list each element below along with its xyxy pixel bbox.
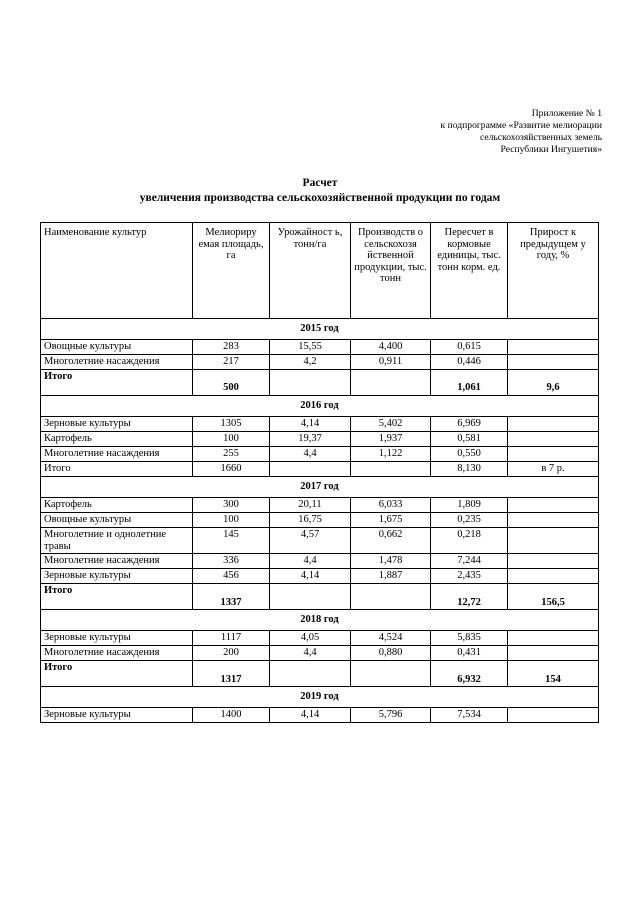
- table-row: [41, 708, 599, 723]
- appendix-line: к подпрограмме «Развитие мелиорации: [440, 120, 602, 131]
- growth-cell: [508, 528, 599, 554]
- year-label: 2019 год: [41, 687, 599, 708]
- yield-cell: 4,14: [270, 569, 351, 584]
- growth-cell: [508, 513, 599, 528]
- year-row: [41, 477, 599, 498]
- table-row: [41, 528, 599, 554]
- yield-cell: [270, 462, 351, 477]
- feed-units-cell: 0,235: [431, 513, 508, 528]
- table-row: [41, 513, 599, 528]
- year-label: 2016 год: [41, 396, 599, 417]
- feed-units-cell: 1,809: [431, 498, 508, 513]
- production-cell: 4,400: [351, 340, 431, 355]
- appendix-line: Республики Ингушетия»: [500, 144, 602, 155]
- production-cell: [351, 661, 431, 687]
- area-cell: 1305: [193, 417, 270, 432]
- crop-name-cell: Итого: [41, 370, 193, 396]
- crop-name-cell: Многолетние насаждения: [41, 355, 193, 370]
- crop-name-cell: Многолетние насаждения: [41, 646, 193, 661]
- production-cell: 1,675: [351, 513, 431, 528]
- yield-cell: 4,4: [270, 646, 351, 661]
- yield-cell: 16,75: [270, 513, 351, 528]
- growth-cell: [508, 631, 599, 646]
- production-cell: 0,911: [351, 355, 431, 370]
- feed-units-cell: 6,932: [431, 661, 508, 687]
- yield-cell: 4,05: [270, 631, 351, 646]
- growth-cell: [508, 432, 599, 447]
- area-cell: 500: [193, 370, 270, 396]
- table-row: [41, 554, 599, 569]
- table-row: [41, 417, 599, 432]
- feed-units-cell: 0,550: [431, 447, 508, 462]
- yield-cell: 4,4: [270, 554, 351, 569]
- feed-units-cell: 6,969: [431, 417, 508, 432]
- feed-units-cell: 7,534: [431, 708, 508, 723]
- feed-units-cell: 2,435: [431, 569, 508, 584]
- area-cell: 300: [193, 498, 270, 513]
- feed-units-cell: 12,72: [431, 584, 508, 610]
- growth-cell: [508, 554, 599, 569]
- feed-units-cell: 8,130: [431, 462, 508, 477]
- table-row: [41, 340, 599, 355]
- document-title: [0, 176, 640, 206]
- crop-name-cell: Зерновые культуры: [41, 569, 193, 584]
- growth-cell: [508, 708, 599, 723]
- total-row: [41, 462, 599, 477]
- yield-cell: [270, 584, 351, 610]
- production-table: [40, 222, 599, 723]
- appendix-line: Приложение № 1: [531, 108, 602, 119]
- total-row: [41, 584, 599, 610]
- table-row: [41, 569, 599, 584]
- table-row: [41, 355, 599, 370]
- area-cell: 200: [193, 646, 270, 661]
- year-row: [41, 396, 599, 417]
- production-cell: [351, 462, 431, 477]
- header-crop-name: Наименование культур: [41, 223, 193, 319]
- area-cell: 1400: [193, 708, 270, 723]
- area-cell: 100: [193, 513, 270, 528]
- growth-cell: [508, 417, 599, 432]
- yield-cell: [270, 661, 351, 687]
- crop-name-cell: Зерновые культуры: [41, 417, 193, 432]
- production-cell: 5,402: [351, 417, 431, 432]
- table-header: [41, 223, 599, 319]
- feed-units-cell: 1,061: [431, 370, 508, 396]
- growth-cell: 9,6: [508, 370, 599, 396]
- yield-cell: 4,4: [270, 447, 351, 462]
- growth-cell: в 7 р.: [508, 462, 599, 477]
- yield-cell: 4,14: [270, 708, 351, 723]
- growth-cell: [508, 340, 599, 355]
- growth-cell: [508, 646, 599, 661]
- production-cell: [351, 584, 431, 610]
- production-cell: 0,662: [351, 528, 431, 554]
- total-row: [41, 370, 599, 396]
- feed-units-cell: 0,446: [431, 355, 508, 370]
- crop-name-cell: Итого: [41, 462, 193, 477]
- growth-cell: [508, 447, 599, 462]
- crop-name-cell: Итого: [41, 584, 193, 610]
- header-yield: Урожайност ь, тонн/га: [270, 223, 351, 319]
- area-cell: 336: [193, 554, 270, 569]
- yield-cell: [270, 370, 351, 396]
- crop-name-cell: Овощные культуры: [41, 513, 193, 528]
- table-row: [41, 432, 599, 447]
- table-row: [41, 498, 599, 513]
- year-label: 2015 год: [41, 319, 599, 340]
- area-cell: 1337: [193, 584, 270, 610]
- feed-units-cell: 0,431: [431, 646, 508, 661]
- area-cell: 1660: [193, 462, 270, 477]
- year-row: [41, 319, 599, 340]
- crop-name-cell: Овощные культуры: [41, 340, 193, 355]
- year-label: 2018 год: [41, 610, 599, 631]
- crop-name-cell: Зерновые культуры: [41, 708, 193, 723]
- yield-cell: 15,55: [270, 340, 351, 355]
- production-cell: 1,122: [351, 447, 431, 462]
- area-cell: 456: [193, 569, 270, 584]
- area-cell: 1117: [193, 631, 270, 646]
- crop-name-cell: Итого: [41, 661, 193, 687]
- header-area: Мелиориру емая площадь, га: [193, 223, 270, 319]
- header-feed-units: Пересчет в кормовые единицы, тыс. тонн корм. ед.: [431, 223, 508, 319]
- production-cell: 1,478: [351, 554, 431, 569]
- header-production: Производств о сельскохозя йственной продукции, тыс. тонн: [351, 223, 431, 319]
- header-row: [41, 223, 599, 319]
- area-cell: 145: [193, 528, 270, 554]
- total-row: [41, 661, 599, 687]
- growth-cell: 156,5: [508, 584, 599, 610]
- yield-cell: 4,57: [270, 528, 351, 554]
- area-cell: 283: [193, 340, 270, 355]
- area-cell: 1317: [193, 661, 270, 687]
- production-cell: 1,937: [351, 432, 431, 447]
- production-cell: [351, 370, 431, 396]
- table-row: [41, 646, 599, 661]
- feed-units-cell: 5,835: [431, 631, 508, 646]
- production-cell: 6,033: [351, 498, 431, 513]
- title-line: Расчет: [302, 177, 338, 189]
- appendix-note: [441, 108, 602, 156]
- appendix-line: сельскохозяйственных земель: [480, 132, 602, 143]
- area-cell: 255: [193, 447, 270, 462]
- production-cell: 1,887: [351, 569, 431, 584]
- growth-cell: [508, 569, 599, 584]
- production-cell: 5,796: [351, 708, 431, 723]
- feed-units-cell: 7,244: [431, 554, 508, 569]
- yield-cell: 4,2: [270, 355, 351, 370]
- area-cell: 100: [193, 432, 270, 447]
- yield-cell: 19,37: [270, 432, 351, 447]
- growth-cell: [508, 498, 599, 513]
- crop-name-cell: Многолетние и однолетние травы: [41, 528, 193, 554]
- feed-units-cell: 0,615: [431, 340, 508, 355]
- title-line: увеличения производства сельскохозяйственной продукции по годам: [139, 192, 501, 204]
- crop-name-cell: Зерновые культуры: [41, 631, 193, 646]
- header-growth: Прирост к предыдущем у году, %: [508, 223, 599, 319]
- crop-name-cell: Многолетние насаждения: [41, 554, 193, 569]
- feed-units-cell: 0,218: [431, 528, 508, 554]
- table-row: [41, 631, 599, 646]
- year-row: [41, 687, 599, 708]
- year-label: 2017 год: [41, 477, 599, 498]
- feed-units-cell: 0,581: [431, 432, 508, 447]
- production-cell: 0,880: [351, 646, 431, 661]
- growth-cell: [508, 355, 599, 370]
- production-cell: 4,524: [351, 631, 431, 646]
- growth-cell: 154: [508, 661, 599, 687]
- area-cell: 217: [193, 355, 270, 370]
- table-row: [41, 447, 599, 462]
- crop-name-cell: Картофель: [41, 432, 193, 447]
- yield-cell: 4,14: [270, 417, 351, 432]
- crop-name-cell: Многолетние насаждения: [41, 447, 193, 462]
- crop-name-cell: Картофель: [41, 498, 193, 513]
- year-row: [41, 610, 599, 631]
- yield-cell: 20,11: [270, 498, 351, 513]
- table-body: [41, 319, 599, 723]
